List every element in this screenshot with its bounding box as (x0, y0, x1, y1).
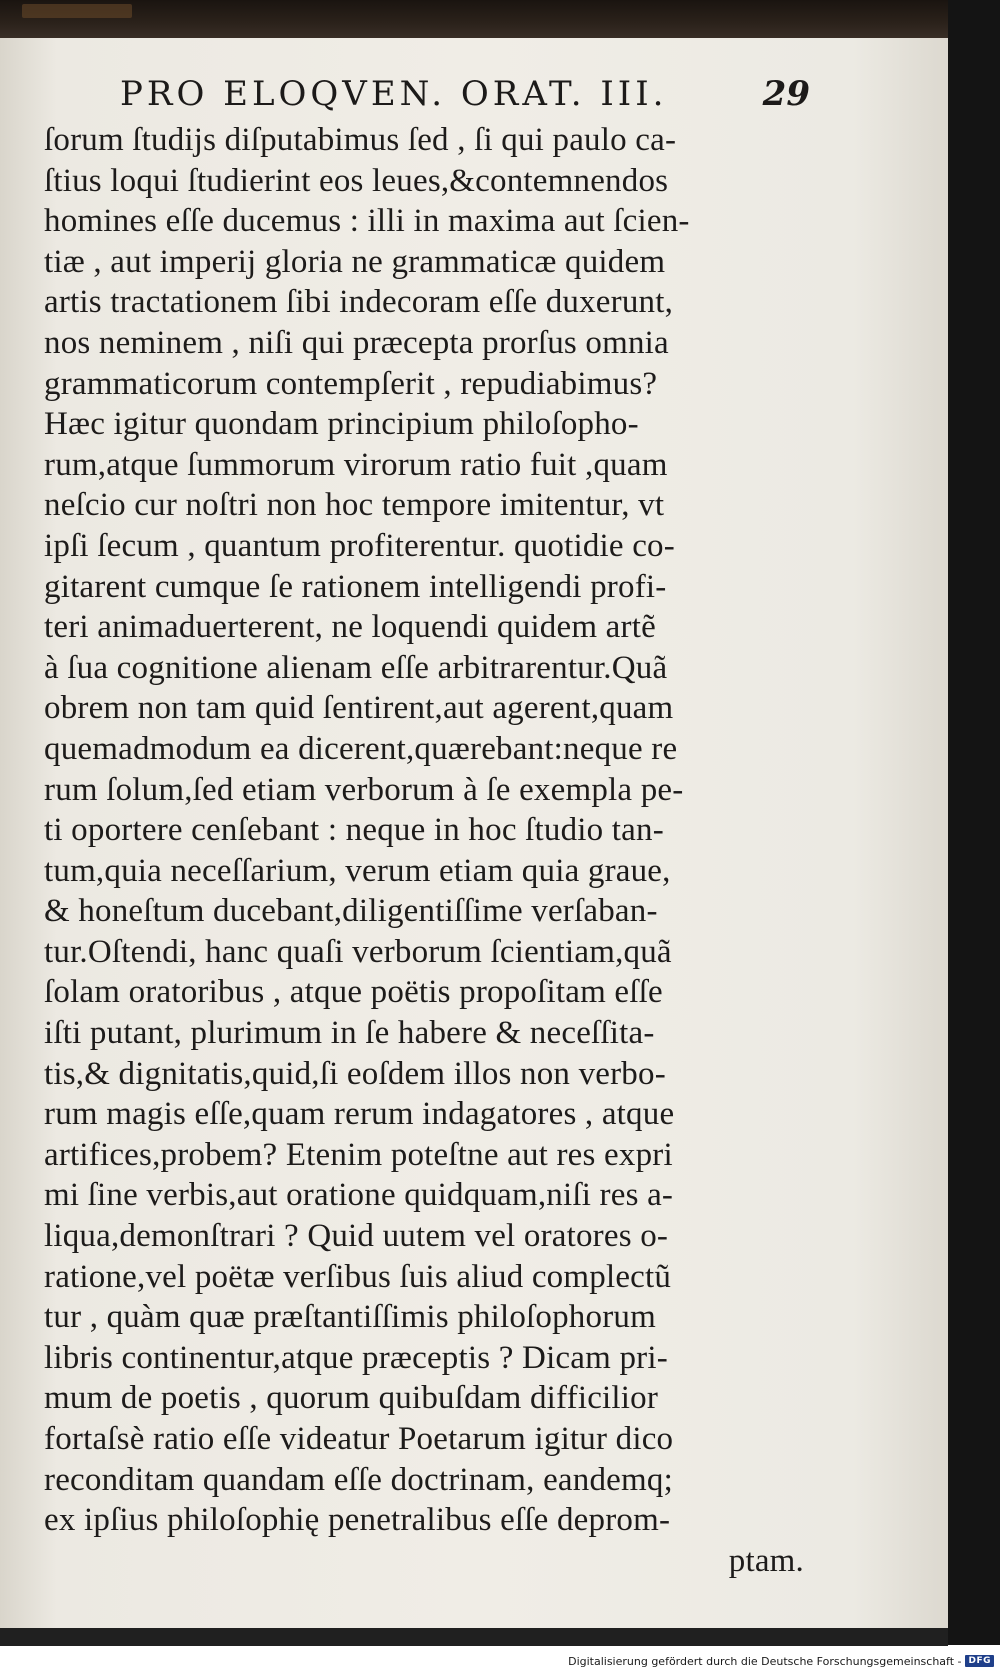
running-head-title: PRO ELOQVEN. ORAT. III. (120, 74, 668, 114)
digitization-credit (568, 1652, 994, 1670)
text-line: ſtius loqui ſtudierint eos leues,&contemnendos (44, 162, 669, 199)
text-line: ipſi ſecum , quantum profiterentur. quotidie co- (44, 527, 675, 564)
text-line: ti oportere cenſebant : neque in hoc ſtudio tan- (44, 812, 664, 849)
text-line: homines eſſe ducemus : illi in maxima aut ſcien- (44, 203, 690, 240)
text-line: tur.Oſtendi, hanc quaſi verborum ſcientiam,quã (44, 933, 672, 970)
text-line: nos neminem , niſi qui præcepta prorſus omnia (44, 324, 669, 361)
text-line: grammaticorum contempſerit , repudiabimus? (44, 365, 658, 402)
credit-text: Digitalisierung gefördert durch die Deutsche Forschungsgemeinschaft - (568, 1654, 962, 1668)
text-line: gitarent cumque ſe rationem intelligendi profi- (44, 568, 667, 605)
text-line: ex ipſius philoſophię penetralibus eſſe deprom- (44, 1502, 671, 1539)
text-line: artis tractationem ſibi indecoram eſſe duxerunt, (44, 284, 674, 321)
text-line: rum,atque ſummorum virorum ratio fuit ,quam (44, 446, 668, 483)
text-line: & honeſtum ducebant,diligentiſſime verſaban- (44, 893, 658, 930)
text-line: Hæc igitur quondam principium philoſopho- (44, 406, 639, 443)
text-line: mum de poetis , quorum quibuſdam difficilior (44, 1380, 659, 1417)
text-line: fortaſsè ratio eſſe videatur Poetarum igitur dico (44, 1421, 674, 1457)
text-line: reconditam quandam eſſe doctrinam, eandemq; (44, 1461, 673, 1498)
page-bottom-edge (0, 1628, 948, 1646)
text-line: ſolam oratoribus , atque poëtis propoſitam eſſe (44, 974, 663, 1011)
text-line: teri animaduerterent, ne loquendi quidem artẽ (44, 609, 656, 646)
text-line: libris continentur,atque præceptis ? Dicam pri- (44, 1339, 668, 1376)
text-line: mi ſine verbis,aut oratione quidquam,niſi res a- (44, 1177, 674, 1214)
text-line: liqua,demonſtrari ? Quid uutem vel oratores o- (44, 1218, 669, 1255)
scan-right-edge (948, 0, 1000, 1645)
running-head (120, 74, 810, 120)
text-line: tur , quàm quæ præſtantiſſimis philoſophorum (44, 1299, 656, 1336)
text-line: tum,quia neceſſarium, verum etiam quia graue, (44, 852, 671, 889)
text-line: à ſua cognitione alienam eſſe arbitrarentur.Quã (44, 649, 668, 686)
text-line: tiæ , aut imperij gloria ne grammaticæ quidem (44, 243, 666, 280)
text-line: ratione,vel poëtæ verſibus ſuis aliud complectũ (44, 1258, 672, 1295)
text-line: rum magis eſſe,quam rerum indagatores , atque (44, 1096, 675, 1133)
text-line: ptam. (728, 1542, 804, 1579)
body-text (44, 120, 814, 1581)
text-line: iſti putant, plurimum in ſe habere & neceſſita- (44, 1015, 655, 1052)
text-line: obrem non tam quid ſentirent,aut agerent,quam (44, 690, 674, 727)
text-line: ſorum ſtudijs diſputabimus ſed , ſi qui paulo ca- (44, 122, 677, 158)
text-line: quemadmodum ea dicerent,quærebant:neque re (44, 730, 678, 767)
page-number: 29 (762, 74, 810, 114)
text-line: tis,& dignitatis,quid,ſi eoſdem illos non verbo- (44, 1055, 666, 1092)
scan-top-edge (0, 0, 1000, 40)
text-line: rum ſolum,ſed etiam verborum à ſe exempla pe- (44, 771, 684, 808)
text-line: artifices,probem? Etenim poteſtne aut res expri (44, 1136, 673, 1173)
text-line: neſcio cur noſtri non hoc tempore imitentur, vt (44, 487, 665, 524)
dfg-logo: DFG (965, 1655, 994, 1667)
